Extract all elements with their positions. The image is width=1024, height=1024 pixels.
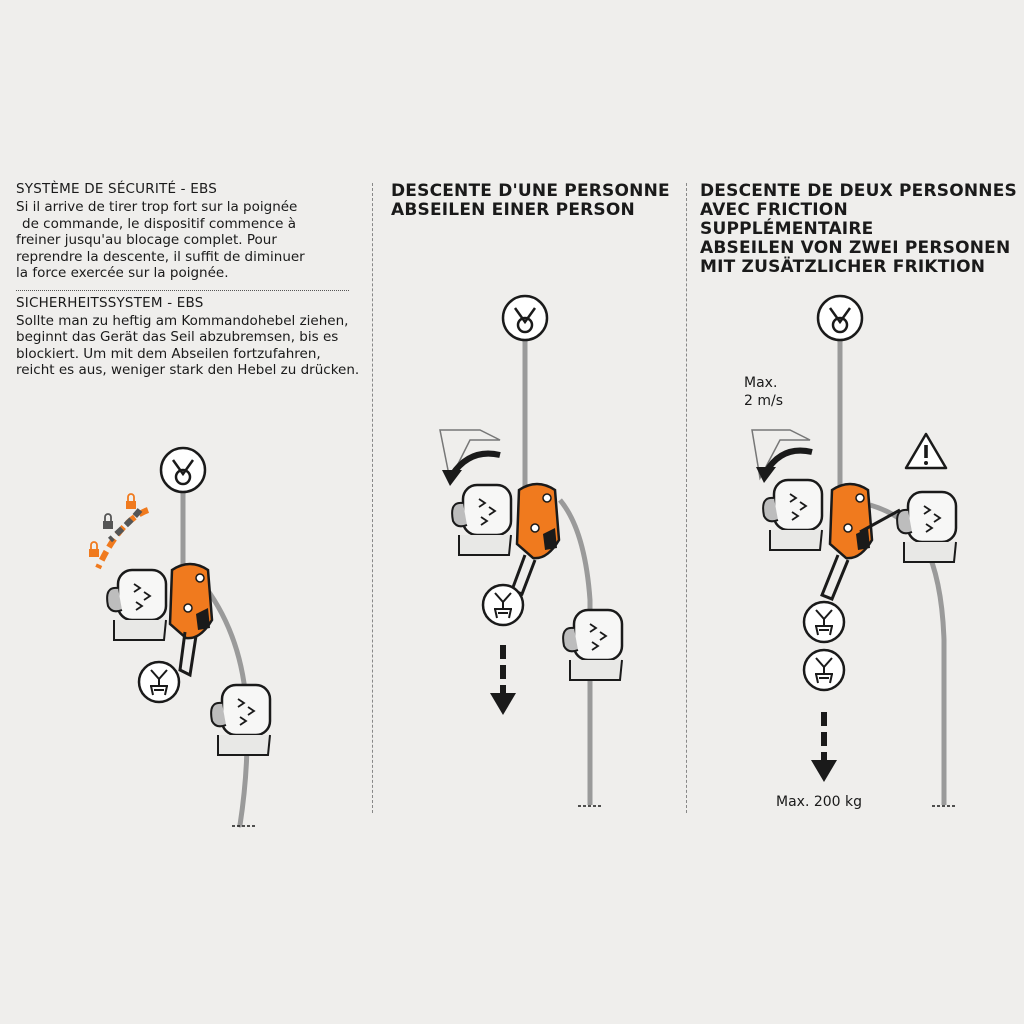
- lock-icon: [126, 494, 136, 509]
- anchor-icon: [161, 448, 205, 492]
- glove-icon: [107, 570, 166, 640]
- panel1-illustration: [89, 448, 270, 826]
- down-arrow-icon: [811, 712, 837, 782]
- descender-device-icon: [517, 484, 559, 558]
- glove-icon: [897, 492, 956, 562]
- harness-icon: [804, 650, 844, 690]
- anchor-icon: [818, 296, 862, 340]
- brake-arc-gray: [110, 510, 140, 540]
- panel2-illustration: [440, 296, 622, 806]
- de-title: SICHERHEITSSYSTEM - EBS: [16, 294, 204, 311]
- fr-paragraph: Si il arrive de tirer trop fort sur la poignée de commande, le dispositif commence à freiner jusqu'au blocage complet. Pour reprendre la descente, il suffit de diminuer la force exercée sur la poignée.: [16, 199, 305, 281]
- panel-double-title: DESCENTE DE DEUX PERSONNES AVEC FRICTION SUPPLÉMENTAIRE ABSEILEN VON ZWEI PERSONEN MIT ZUSÄTZLICHER FRIKTION: [700, 181, 1017, 277]
- descender-device-icon: [830, 484, 872, 558]
- fr-title: SYSTÈME DE SÉCURITÉ - EBS: [16, 181, 217, 197]
- harness-icon: [804, 602, 844, 642]
- carabiner-icon: [822, 555, 848, 599]
- de-paragraph: Sollte man zu heftig am Kommandohebel ziehen, beginnt das Gerät das Seil abzubremsen, bis es blockiert. Um mit dem Abseilen fortzufahren, reicht es aus, weniger stark den Hebel zu drücken.: [16, 312, 360, 378]
- glove-icon: [452, 485, 511, 555]
- harness-icon: [483, 585, 523, 625]
- glove-icon: [763, 480, 822, 550]
- glove-icon: [211, 685, 270, 755]
- speed-label: Max. 2 m/s: [744, 375, 784, 409]
- panel-single-title: DESCENTE D'UNE PERSONNE ABSEILEN EINER PERSON: [391, 181, 670, 220]
- glove-icon: [563, 610, 622, 680]
- rotation-arrow-head: [442, 470, 462, 486]
- anchor-icon: [503, 296, 547, 340]
- warning-icon: [906, 434, 946, 468]
- descender-device-icon: [170, 564, 212, 638]
- lock-icon: [89, 542, 99, 557]
- panel3-illustration: [752, 296, 956, 806]
- lock-icon: [103, 514, 113, 529]
- down-arrow-icon: [490, 645, 516, 715]
- harness-icon: [139, 662, 179, 702]
- load-label: Max. 200 kg: [776, 794, 863, 810]
